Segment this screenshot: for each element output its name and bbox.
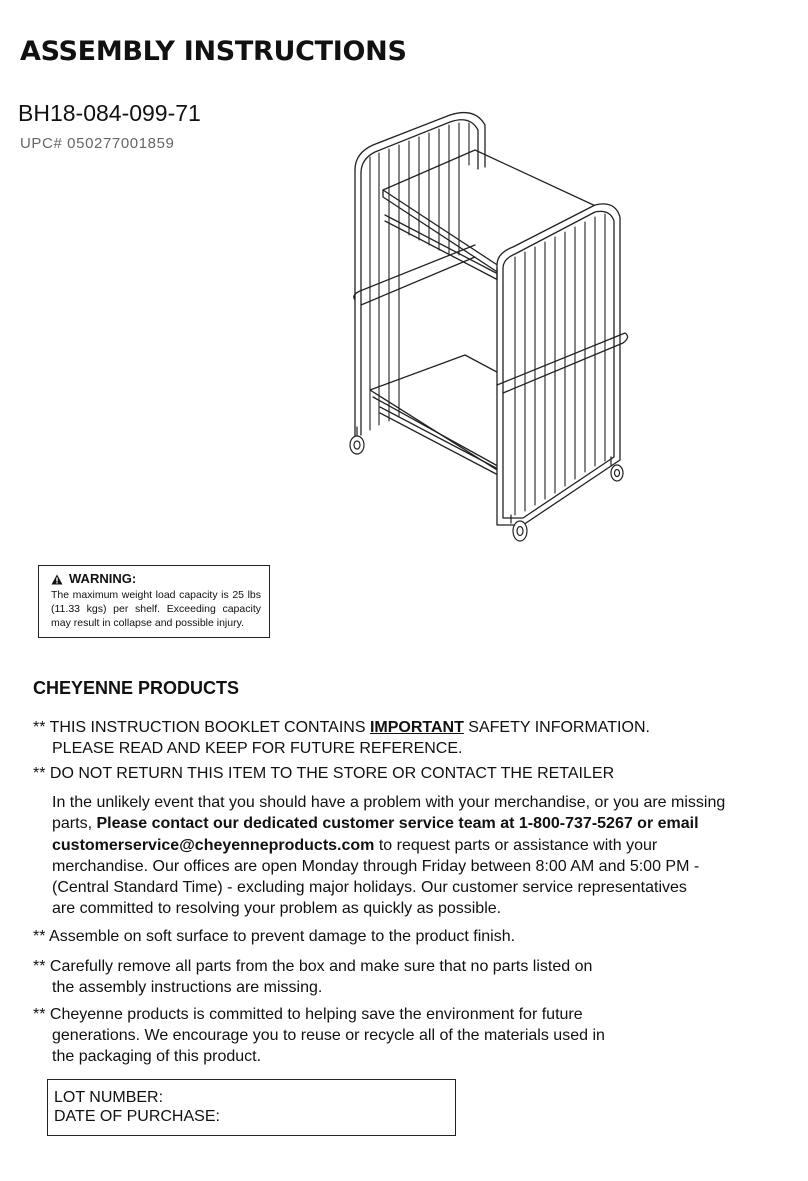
note-bullet: ** — [33, 928, 46, 945]
note-bullet: ** — [33, 958, 46, 975]
contact-paragraph-line6: are committed to resolving your problem as quickly as possible. — [52, 900, 502, 917]
note-bullet: ** — [33, 719, 46, 736]
paragraph-text: to request parts or assistance with your — [374, 837, 658, 854]
page-title: ASSEMBLY INSTRUCTIONS — [20, 36, 407, 67]
note-environment-line3: the packaging of this product. — [52, 1048, 262, 1065]
cart-illustration — [325, 105, 645, 555]
note-do-not-return — [33, 763, 614, 784]
upc-code: UPC# 050277001859 — [20, 135, 175, 152]
note-text: SAFETY INFORMATION. — [463, 719, 650, 736]
warning-heading — [51, 572, 261, 586]
date-of-purchase-label: DATE OF PURCHASE: — [54, 1108, 220, 1125]
note-soft-surface — [33, 926, 515, 947]
important-label: IMPORTANT — [369, 719, 464, 736]
model-number: BH18-084-099-71 — [18, 100, 201, 126]
warning-text: The maximum weight load capacity is 25 lbs (11.33 kgs) per shelf. Exceeding capacity may result in collapse and possible injury. — [51, 589, 261, 629]
paragraph-text: parts, — [52, 815, 97, 832]
note-environment — [33, 1004, 583, 1025]
note-safety-line2: PLEASE READ AND KEEP FOR FUTURE REFERENCE. — [52, 740, 463, 757]
note-remove-parts-line2: the assembly instructions are missing. — [52, 979, 323, 996]
note-text: Carefully remove all parts from the box and make sure that no parts listed on — [49, 958, 593, 975]
contact-phone-text: Please contact our dedicated customer service team at 1-800-737-5267 or email — [96, 815, 699, 832]
company-name: CHEYENNE PRODUCTS — [33, 678, 240, 698]
contact-paragraph-line2 — [52, 813, 699, 834]
note-bullet: ** — [33, 765, 46, 782]
contact-paragraph-line3 — [52, 835, 657, 856]
note-remove-parts — [33, 956, 592, 977]
note-text: Assemble on soft surface to prevent damage to the product finish. — [49, 928, 516, 945]
note-safety-info — [33, 717, 650, 738]
contact-paragraph-line5: (Central Standard Time) - excluding major holidays. Our customer service representatives — [52, 879, 687, 896]
note-text: DO NOT RETURN THIS ITEM TO THE STORE OR CONTACT THE RETAILER — [49, 765, 615, 782]
contact-paragraph-line4: merchandise. Our offices are open Monday through Friday between 8:00 AM and 5:00 PM - — [52, 858, 700, 875]
lot-info-box — [47, 1079, 456, 1136]
note-text: THIS INSTRUCTION BOOKLET CONTAINS — [49, 719, 370, 736]
contact-email: customerservice@cheyenneproducts.com — [52, 837, 375, 854]
warning-title: WARNING: — [69, 571, 137, 586]
note-text: Cheyenne products is committed to helping save the environment for future — [49, 1006, 583, 1023]
note-environment-line2: generations. We encourage you to reuse or recycle all of the materials used in — [52, 1027, 605, 1044]
warning-icon — [51, 574, 63, 585]
note-bullet: ** — [33, 1006, 46, 1023]
contact-paragraph-line1: In the unlikely event that you should have a problem with your merchandise, or you are missing — [52, 794, 726, 811]
warning-box — [38, 565, 270, 638]
lot-number-label: LOT NUMBER: — [54, 1089, 164, 1106]
